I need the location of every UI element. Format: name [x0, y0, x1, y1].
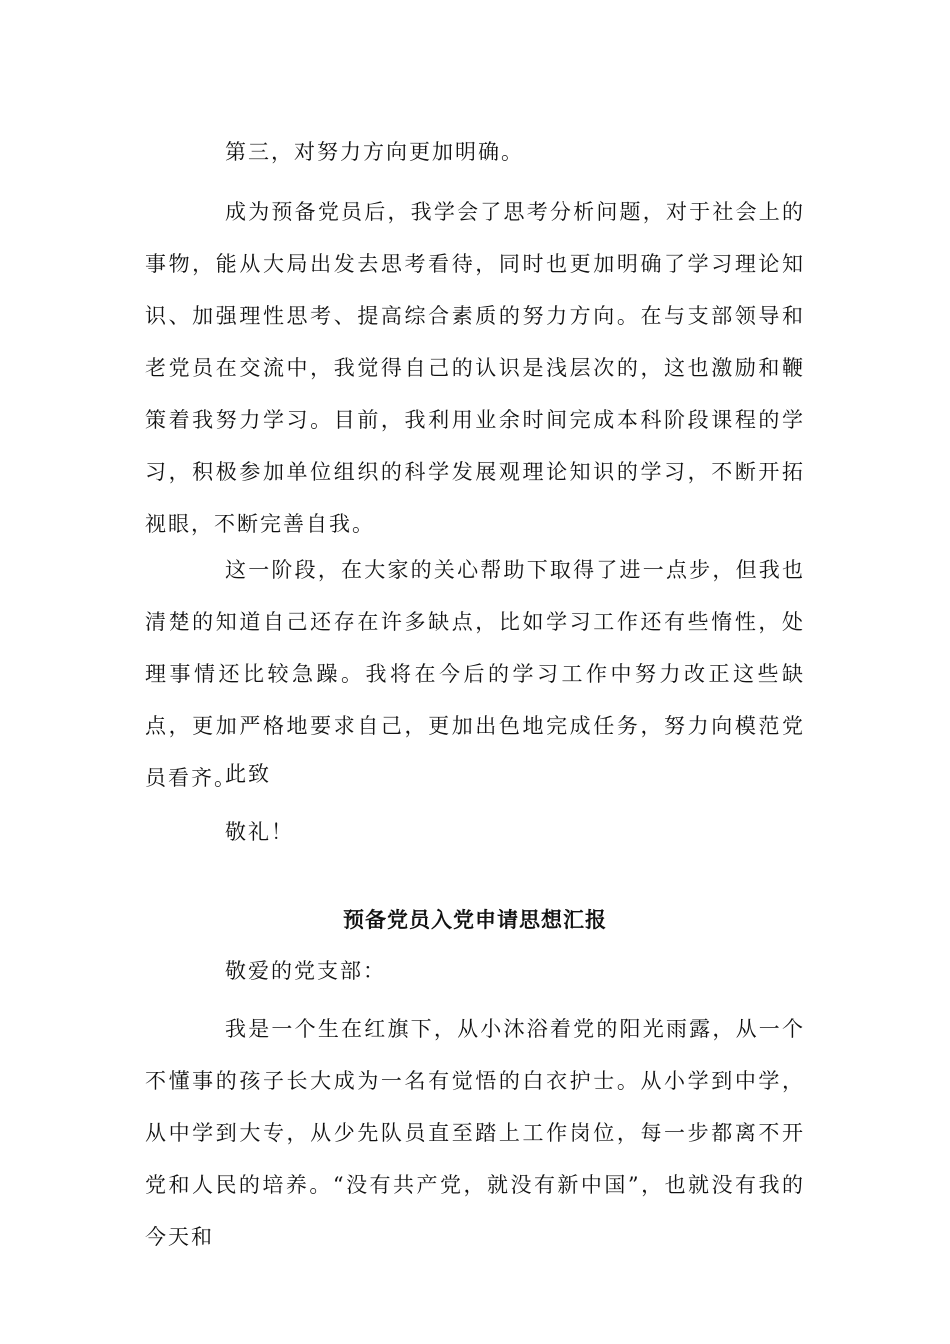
- salutation: 敬爱的党支部：: [225, 959, 386, 983]
- closing-salute: 敬礼！: [225, 820, 294, 844]
- paragraph-third-point: 第三，对努力方向更加明确。: [225, 140, 524, 164]
- closing-regards: 此致: [225, 762, 271, 786]
- paragraph-this-stage: 这一阶段，在大家的关心帮助下取得了进一点步，但我也清楚的知道自己还存在许多缺点，比如学习工作还有些惰性，处理事情还比较急躁。我将在今后的学习工作中努力改正这些缺点，更加严格地要求自己，更加出色地完成任务，努力向模范党员看齐。: [145, 558, 805, 790]
- paragraph-intro: 我是一个生在红旗下，从小沐浴着党的阳光雨露，从一个不懂事的孩子长大成为一名有觉悟的白衣护士。从小学到中学，从中学到大专，从少先队员直至踏上工作岗位，每一步都离不开党和人民的培养。“没有共产党，就没有新中国”，也就没有我的今天和: [145, 1017, 805, 1249]
- paragraph-after-probation: 成为预备党员后，我学会了思考分析问题，对于社会上的事物，能从大局出发去思考看待，同时也更加明确了学习理论知识、加强理性思考、提高综合素质的努力方向。在与支部领导和老党员在交流中，我觉得自己的认识是浅层次的，这也激励和鞭策着我努力学习。目前，我利用业余时间完成本科阶段课程的学习，积极参加单位组织的科学发展观理论知识的学习，不断开拓视眼，不断完善自我。: [145, 200, 805, 536]
- report-title: 预备党员入党申请思想汇报: [343, 908, 607, 932]
